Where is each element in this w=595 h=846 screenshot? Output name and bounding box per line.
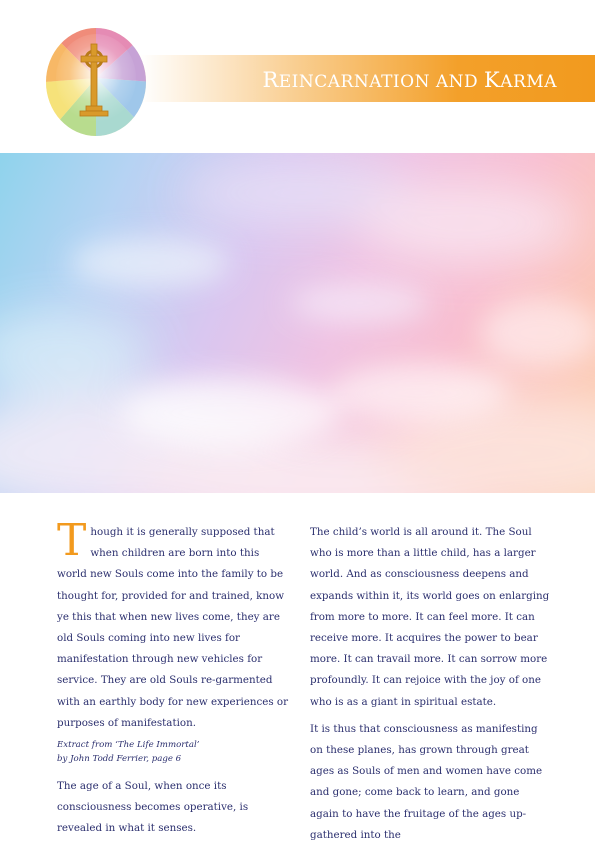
page-title: REINCARNATION AND KARMA (262, 68, 557, 92)
left-paragraph-2: The age of a Soul, when once its consciousness becomes operative, is revealed in what it senses. (57, 780, 249, 835)
right-paragraph-1: The child’s world is all around it. The Soul who is more than a little child, has a larger world. And as consciousness deepens and expands within it, its world goes on enlarging from more to more. It can feel more. It can receive more. It acquires the power to bear more. It can travail more. It can sorrow more profoundly. It can rejoice with the joy of one who is as a giant in spiritual estate. (310, 526, 550, 708)
drop-cap: T (57, 515, 87, 566)
left-text-column (57, 515, 291, 840)
right-paragraph-2: It is thus that consciousness as manifesting on these planes, has grown through great ages as Souls of men and women have come and gone; come back to learn, and gone again to have the fruitage of the ages up-gathered into the (310, 722, 543, 841)
citation: Extract from ‘The Life Immortal’ by John Todd Ferrier, page 6 (57, 740, 200, 765)
intro-paragraph: Though it is generally supposed that when children are born into this world new Souls come into the family to be thought for, provided for and trained, know ye this that when new lives come, they are old Souls coming into new lives for manifestation through new vehicles for service. They are old Souls re-garmented with an earthly body for new experiences or purposes of manifestation. (57, 515, 289, 729)
pastel-cloud-sky-image (0, 153, 595, 493)
right-text-column (310, 522, 550, 846)
header-banner (140, 55, 595, 102)
celtic-cross-emblem-icon (44, 26, 154, 138)
